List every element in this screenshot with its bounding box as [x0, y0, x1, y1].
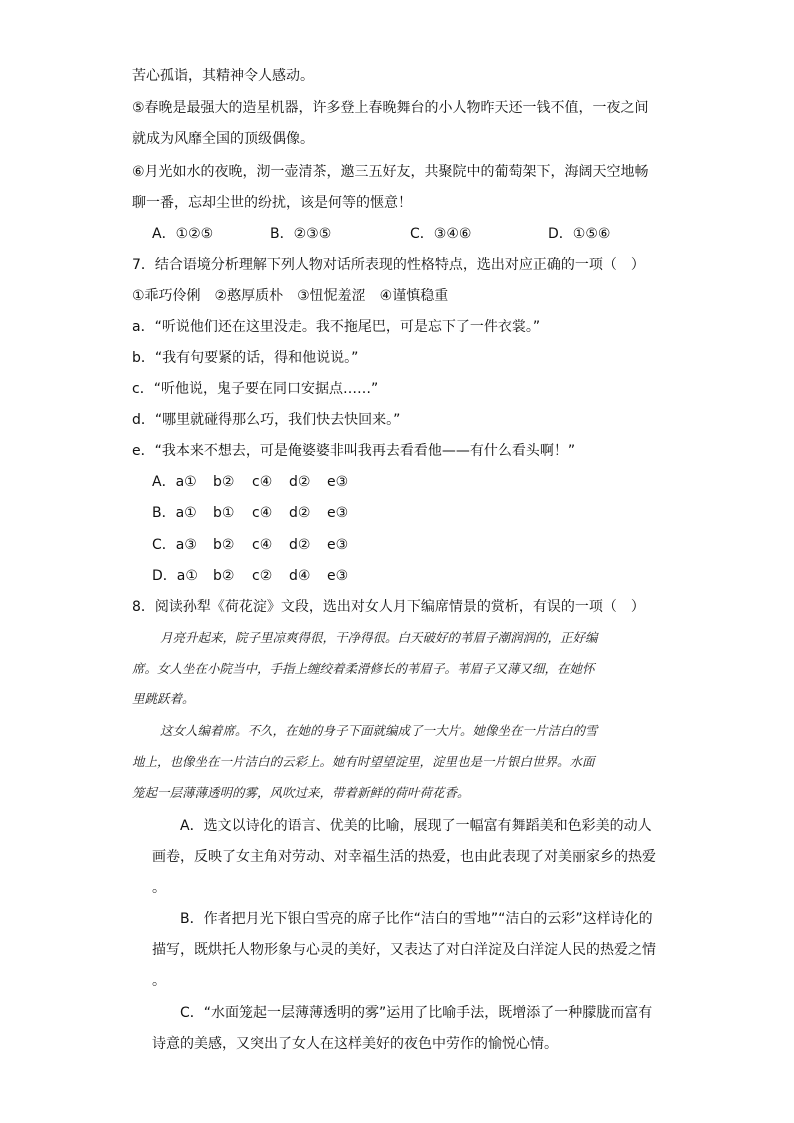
q7-option-c-c: c④	[252, 537, 273, 553]
q7-option-b-c: c④	[252, 505, 273, 521]
q7-option-c-label: C．a③	[152, 537, 197, 553]
q7-option-a-label: A．a①	[152, 474, 197, 490]
q8-passage-p2-l1: 这女人编着席。不久，在她的身子下面就编成了一大片。她像坐在一片洁白的雪	[160, 723, 598, 738]
q7-option-d-label: D．a①	[152, 568, 198, 584]
q8-passage-p2-l3: 笼起一层薄薄透明的雾，风吹过来，带着新鲜的荷叶荷花香。	[132, 785, 470, 800]
q7-dialogue-a: a．“听说他们还在这里没走。我不拖尾巴，可是忘下了一件衣裳。”	[132, 319, 541, 335]
q8-option-c[interactable]: C．“水面笼起一层薄薄透明的雾”运用了比喻手法，既增添了一种朦胧而富有	[180, 1005, 653, 1021]
q6-option-b[interactable]: B．②③⑤	[270, 226, 332, 242]
q7-option-b-label: B．a①	[152, 505, 197, 521]
q8-passage-p1-l3: 里跳跃着。	[132, 691, 195, 706]
q6-text-line: 苦心孤诣，其精神令人感动。	[132, 68, 314, 84]
q7-option-b-e: e③	[327, 505, 349, 521]
q8-option-a-cont: 画卷，反映了女主角对劳动、对幸福生活的热爱，也由此表现了对美丽家乡的热爱	[152, 849, 656, 865]
q7-dialogue-d: d．“哪里就碰得那么巧，我们快去快回来。”	[132, 412, 401, 428]
q6-item-6-cont: 聊一番，忘却尘世的纷扰，该是何等的惬意！	[132, 195, 412, 211]
q7-option-a-e: e③	[327, 474, 349, 490]
q8-option-a-end: 。	[152, 880, 166, 896]
q6-option-a[interactable]: A．①②⑤	[152, 226, 214, 242]
q7-dialogue-c: c．“听他说，鬼子要在同口安据点……”	[132, 381, 379, 397]
q7-option-c-b: b②	[213, 537, 235, 553]
q6-option-d[interactable]: D．①⑤⑥	[548, 226, 611, 242]
q7-option-d-c: c②	[252, 568, 273, 584]
q8-passage-p2-l2: 地上，也像坐在一片洁白的云彩上。她有时望望淀里，淀里也是一片银白世界。水面	[132, 754, 595, 769]
q7-option-d-b: b②	[213, 568, 235, 584]
q7-option-c-d: d②	[289, 537, 311, 553]
q8-option-b[interactable]: B．作者把月光下银白雪亮的席子比作“洁白的雪地”“洁白的云彩”这样诗化的	[180, 911, 653, 927]
q6-option-c[interactable]: C．③④⑥	[410, 226, 472, 242]
q7-option-a-b: b②	[213, 474, 235, 490]
q7-option-c-e: e③	[327, 537, 349, 553]
q6-item-5-cont: 就成为风靡全国的顶级偶像。	[132, 131, 314, 147]
q7-option-d-d: d④	[289, 568, 311, 584]
q7-option-a-d: d②	[289, 474, 311, 490]
q8-option-b-cont: 描写，既烘托人物形象与心灵的美好，又表达了对白洋淀及白洋淀人民的热爱之情	[152, 942, 656, 958]
q7-option-b-d: d②	[289, 505, 311, 521]
q7-stem: 7．结合语境分析理解下列人物对话所表现的性格特点，选出对应正确的一项（ ）	[132, 257, 645, 273]
q8-passage-p1-l2: 席。女人坐在小院当中，手指上缠绞着柔滑修长的苇眉子。苇眉子又薄又细，在她怀	[132, 661, 595, 676]
q7-dialogue-e: e．“我本来不想去，可是俺婆婆非叫我再去看看他——有什么看头啊！”	[132, 443, 576, 459]
q6-item-5: ⑤春晚是最强大的造星机器，许多登上春晚舞台的小人物昨天还一钱不值，一夜之间	[132, 100, 649, 116]
q8-stem: 8．阅读孙犁《荷花淀》文段，选出对女人月下编席情景的赏析，有误的一项（ ）	[132, 599, 645, 615]
q8-passage-p1-l1: 月亮升起来，院子里凉爽得很，干净得很。白天破好的苇眉子潮润润的，正好编	[160, 630, 598, 645]
q7-dialogue-b: b．“我有句要紧的话，得和他说说。”	[132, 350, 359, 366]
q7-option-a-c: c④	[252, 474, 273, 490]
q8-option-a[interactable]: A．选文以诗化的语言、优美的比喻，展现了一幅富有舞蹈美和色彩美的动人	[180, 818, 652, 834]
q8-option-c-cont: 诗意的美感，又突出了女人在这样美好的夜色中劳作的愉悦心情。	[152, 1036, 558, 1052]
q7-option-b-b: b①	[213, 505, 235, 521]
q7-option-d-e: e③	[327, 568, 349, 584]
q7-traits: ①乖巧伶俐 ②憨厚质朴 ③忸怩羞涩 ④谨慎稳重	[132, 288, 449, 304]
q8-option-b-end: 。	[152, 973, 166, 989]
q6-item-6: ⑥月光如水的夜晚，沏一壶清茶，邀三五好友，共聚院中的葡萄架下，海阔天空地畅	[132, 164, 649, 180]
